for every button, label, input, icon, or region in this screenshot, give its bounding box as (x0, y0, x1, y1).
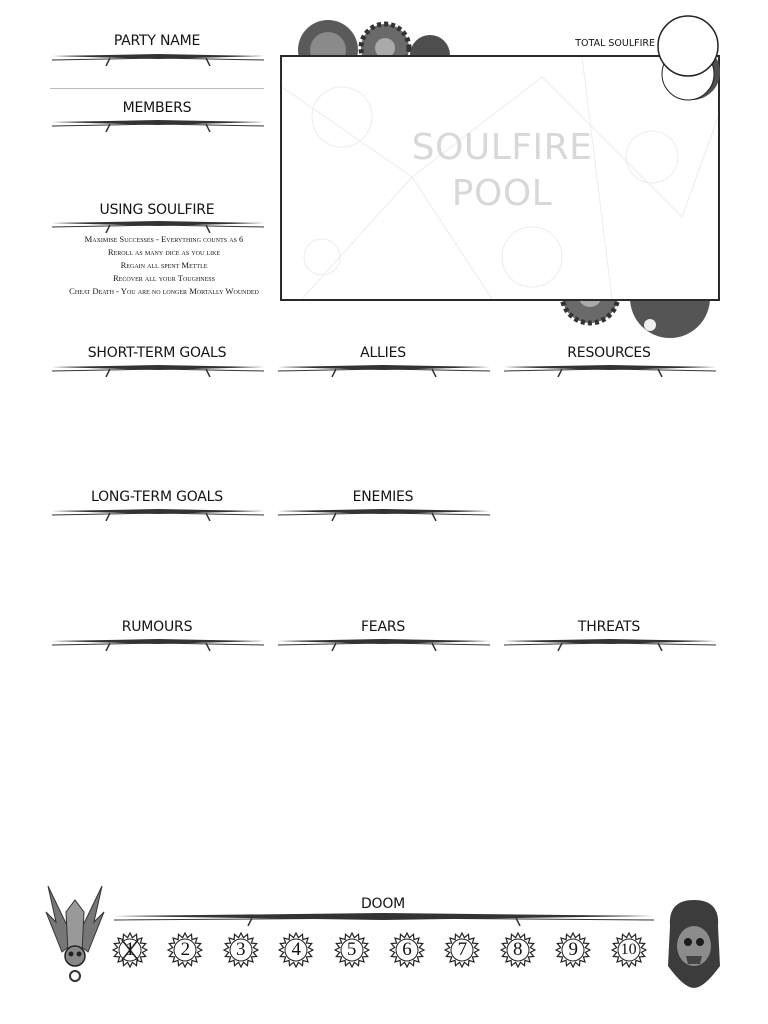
pool-watermark-title: SOULFIRE POOL (411, 127, 593, 214)
members-heading: MEMBERS (122, 100, 192, 116)
doom-box-9[interactable] (555, 932, 591, 968)
doom-box-number: 2 (180, 939, 191, 960)
divider-ornament (50, 361, 266, 377)
doom-box-10[interactable] (611, 932, 647, 968)
doom-box-4[interactable] (278, 932, 314, 968)
party-name-heading: PARTY NAME (113, 33, 201, 49)
threats-field[interactable] (502, 654, 716, 874)
divider-ornament (112, 910, 656, 926)
gear-ornament-icon (280, 10, 460, 60)
members-field[interactable] (50, 134, 264, 194)
allies-field[interactable] (276, 380, 490, 480)
threats-heading: THREATS (577, 619, 641, 635)
list-item: Maximise Successes - Everything counts as 6 (84, 234, 244, 244)
divider-ornament (50, 116, 266, 132)
doom-box-7[interactable] (444, 932, 480, 968)
divider-ornament (50, 635, 266, 651)
list-item: Regain all spent Mettle (120, 260, 208, 270)
resources-heading: RESOURCES (567, 345, 651, 361)
winged-skull-icon (42, 882, 108, 986)
doom-box-number: 9 (568, 939, 578, 960)
using-soulfire-heading: USING SOULFIRE (99, 202, 215, 218)
resources-field[interactable] (502, 380, 716, 610)
list-item: Cheat Death - You are no longer Mortally Wounded (69, 286, 259, 296)
divider-ornament (502, 635, 718, 651)
rumours-heading: RUMOURS (121, 619, 193, 635)
rumours-field[interactable] (50, 654, 264, 874)
doom-box-2[interactable] (167, 932, 203, 968)
doom-box-number: 3 (236, 939, 246, 960)
party-name-field[interactable] (50, 66, 264, 86)
doom-box-number: 10 (620, 941, 637, 958)
doom-box-number: 1 (125, 939, 135, 960)
list-item: Reroll as many dice as you like (107, 247, 221, 257)
doom-box-3[interactable] (223, 932, 259, 968)
divider-ornament (502, 361, 718, 377)
total-soulfire-label: TOTAL SOULFIRE (575, 38, 655, 49)
divider-ornament (276, 361, 492, 377)
total-soulfire-circle[interactable] (652, 14, 726, 104)
doom-box-number: 7 (457, 939, 468, 960)
divider-ornament (50, 505, 266, 521)
doom-box-number: 8 (513, 939, 523, 960)
long-term-goals-heading: LONG-TERM GOALS (91, 489, 223, 505)
divider-ornament (50, 217, 266, 233)
list-item: Recover all your Toughness (113, 273, 215, 283)
short-term-goals-heading: SHORT-TERM GOALS (87, 345, 227, 361)
doom-box-6[interactable] (389, 932, 425, 968)
doom-box-number: 5 (346, 939, 357, 960)
divider-ornament (50, 50, 266, 66)
doom-box-5[interactable] (334, 932, 370, 968)
enemies-heading: ENEMIES (352, 489, 414, 505)
doom-heading: DOOM (360, 896, 406, 912)
short-term-goals-field[interactable] (50, 380, 264, 480)
divider-ornament (276, 635, 492, 651)
divider-ornament (276, 505, 492, 521)
fears-field[interactable] (276, 654, 490, 874)
doom-box-8[interactable] (500, 932, 536, 968)
allies-heading: ALLIES (360, 345, 406, 361)
enemies-field[interactable] (276, 524, 490, 614)
soulfire-rules-list (50, 233, 278, 298)
divider-line (50, 88, 264, 89)
hooded-skull-icon (664, 896, 724, 992)
long-term-goals-field[interactable] (50, 524, 264, 614)
fears-heading: FEARS (360, 619, 406, 635)
doom-box-number: 6 (402, 939, 412, 960)
doom-box-number: 4 (291, 939, 301, 960)
doom-box-1[interactable] (112, 932, 148, 968)
